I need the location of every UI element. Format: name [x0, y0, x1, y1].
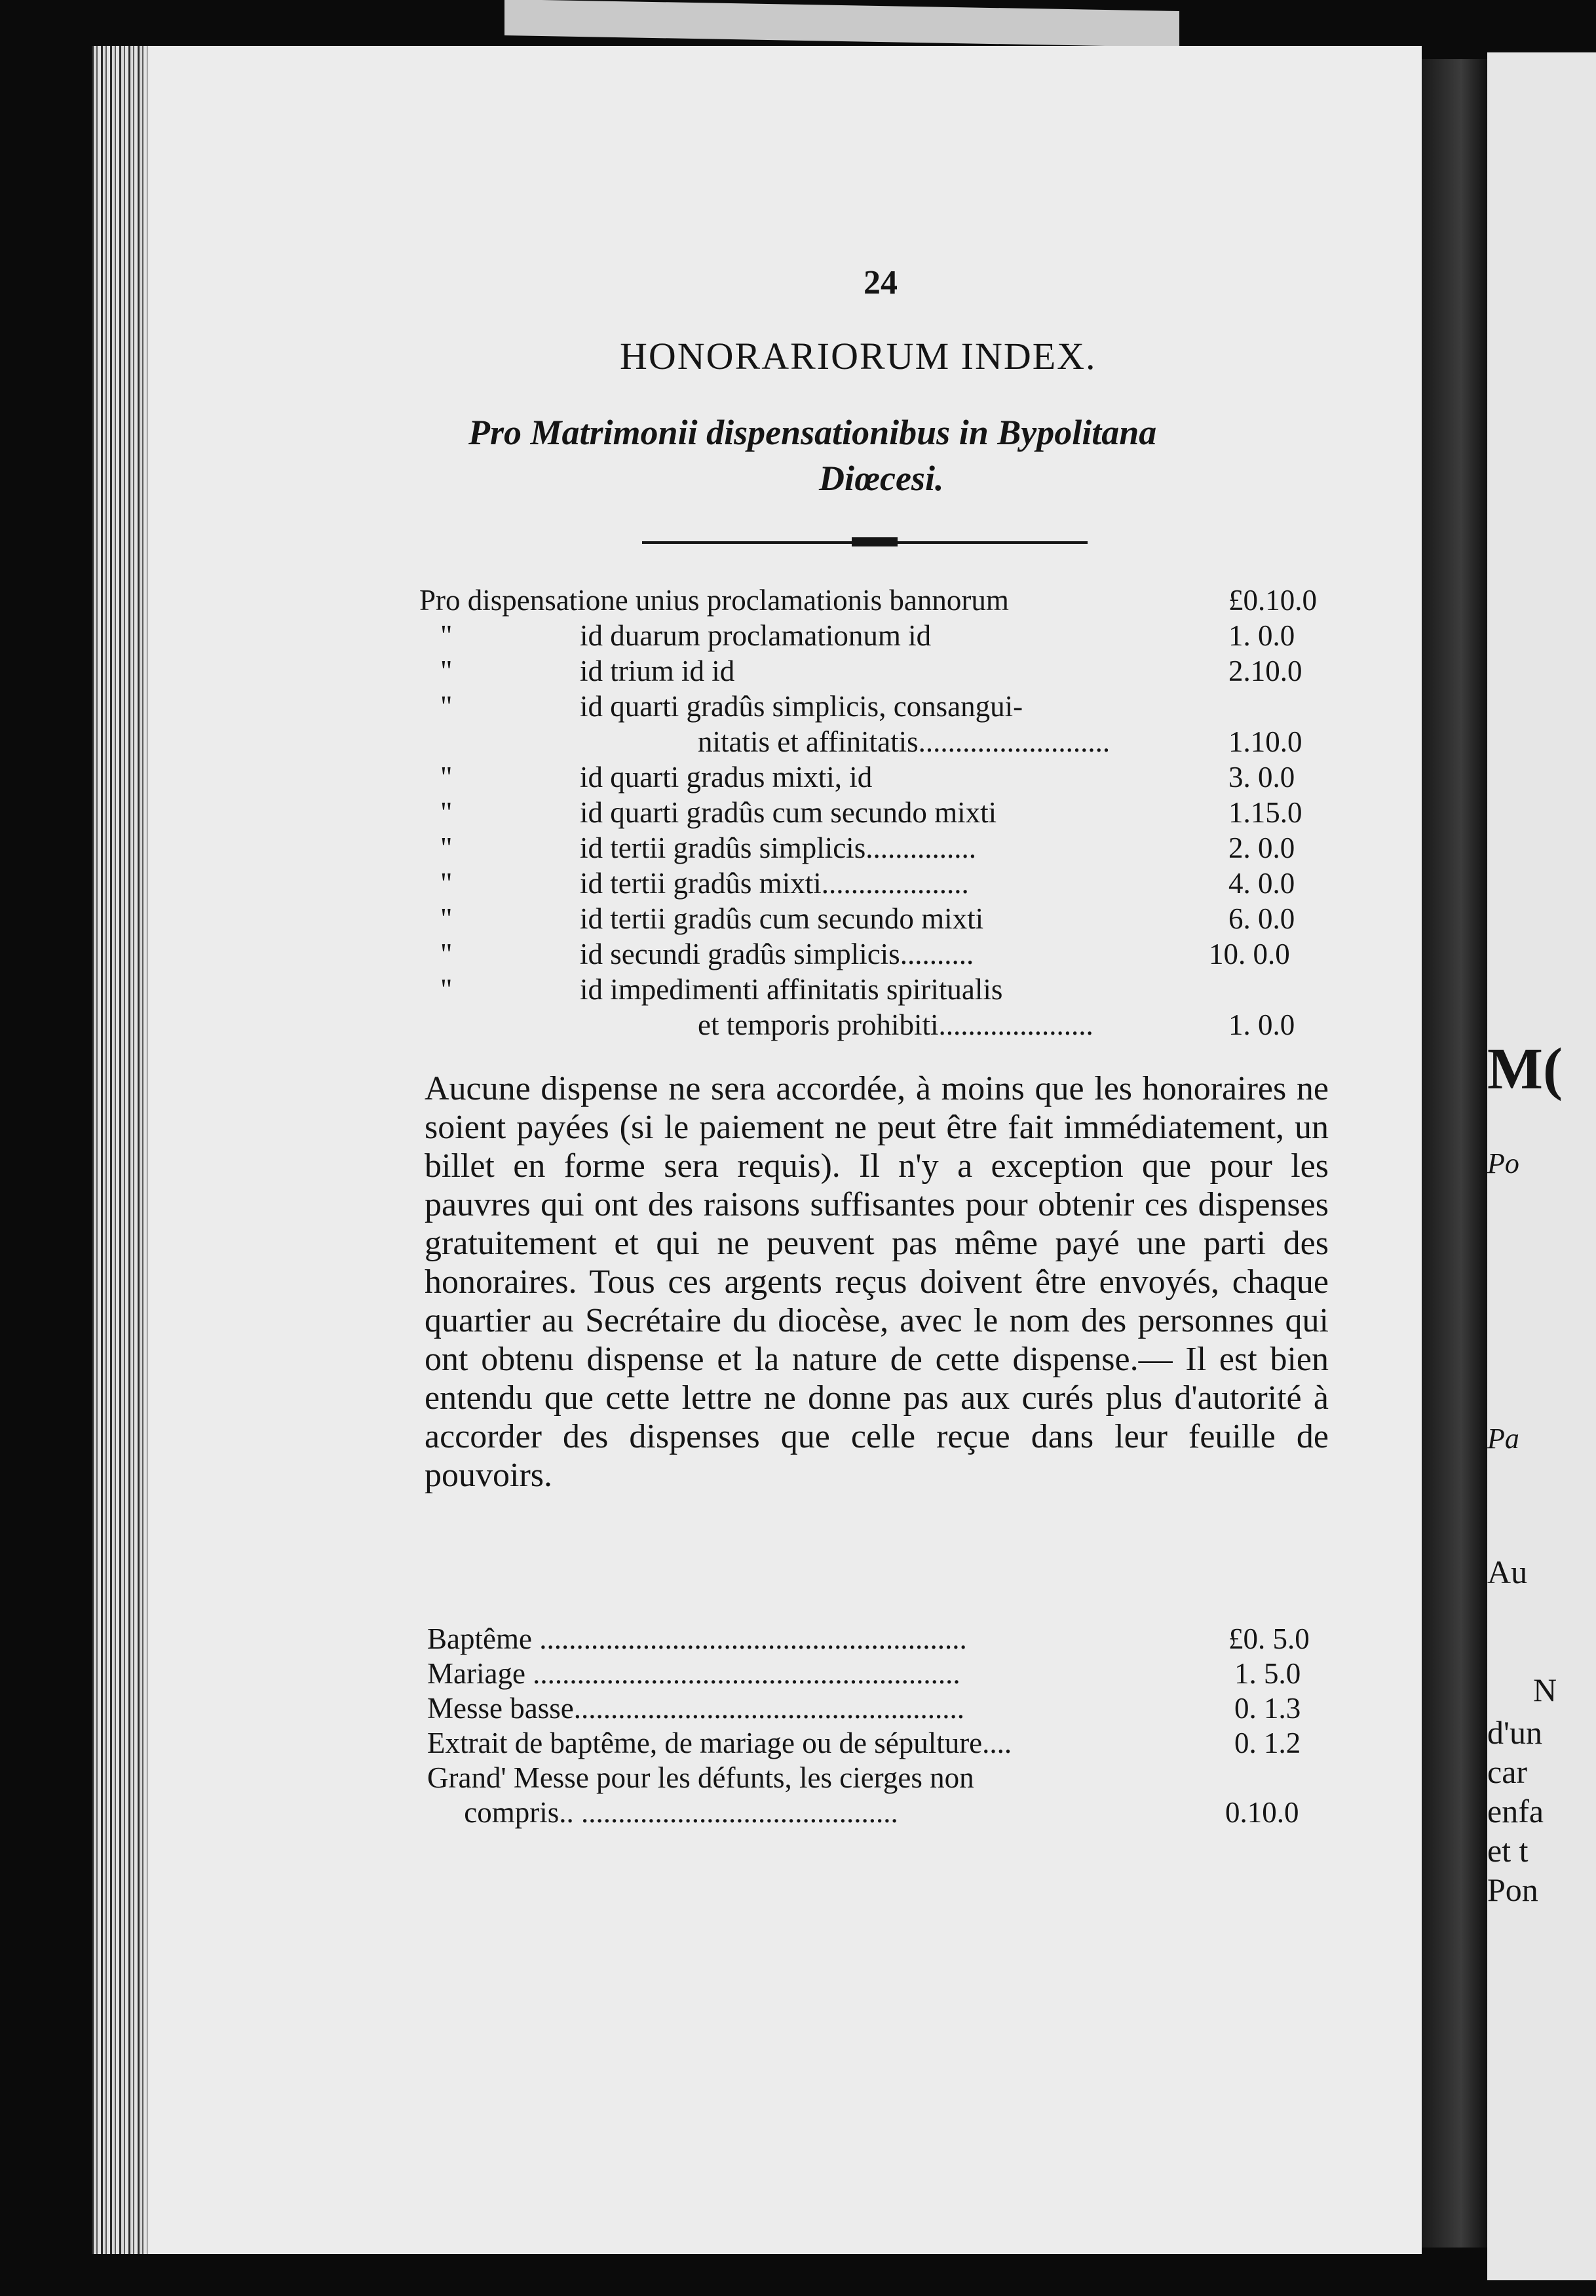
tariff-amount: £0. 5.0: [1228, 1622, 1310, 1655]
tariff-row: [427, 1795, 1299, 1829]
fee-amount: 4. 0.0: [1228, 867, 1295, 900]
divider-ornament: [852, 537, 898, 546]
fee-row: [580, 760, 1295, 794]
subtitle-line: Diœcesi.: [819, 459, 944, 498]
tariff-row: [427, 1726, 1301, 1760]
fee-amount: 2.10.0: [1228, 655, 1302, 687]
page-title: HONORARIORUM INDEX.: [620, 335, 1097, 377]
fee-description: id impedimenti affinitatis spiritualis: [580, 973, 1003, 1006]
fee-amount: 3. 0.0: [1228, 761, 1295, 794]
fee-amount: 6. 0.0: [1228, 902, 1295, 935]
fee-amount: 2. 0.0: [1228, 832, 1295, 864]
fee-amount: 1. 0.0: [1228, 1008, 1295, 1041]
ditto-mark: ": [440, 796, 453, 829]
tariff-label: Messe basse.....................................................: [427, 1692, 964, 1725]
facing-fragment: M(: [1487, 1037, 1563, 1101]
fee-description: id secundi gradûs simplicis..........: [580, 938, 974, 970]
facing-fragment: d'un: [1487, 1714, 1543, 1751]
page-number: 24: [864, 264, 898, 301]
tariff-amount: 1. 5.0: [1234, 1657, 1301, 1690]
fee-row: [698, 725, 1302, 759]
facing-fragment: car: [1487, 1753, 1528, 1790]
fee-description: id tertii gradûs simplicis...............: [580, 832, 976, 864]
tariff-label: Extrait de baptême, de mariage ou de sépulture....: [427, 1727, 1012, 1759]
fee-description: id trium id id: [580, 655, 735, 687]
fee-description: id quarti gradûs simplicis, consangui-: [580, 690, 1023, 723]
fee-row: [580, 689, 1023, 723]
ditto-mark: ": [440, 655, 453, 687]
fee-amount: 1.15.0: [1228, 796, 1302, 829]
tariff-row: [427, 1761, 974, 1795]
facing-page: [1487, 52, 1596, 2280]
fee-description: id tertii gradûs mixti....................: [580, 867, 969, 900]
fee-amount: 10. 0.0: [1209, 938, 1290, 970]
facing-fragment: enfa: [1487, 1793, 1544, 1829]
ditto-mark: ": [440, 832, 453, 864]
fee-description: id quarti gradûs cum secundo mixti: [580, 796, 997, 829]
tariff-amount: 0.10.0: [1225, 1796, 1299, 1829]
fee-description: et temporis prohibiti.....................: [698, 1008, 1093, 1041]
fee-description: id quarti gradus mixti, id: [580, 761, 873, 794]
page-edge-strip: [504, 0, 1179, 47]
tariff-label: compris.. ...........................................: [427, 1796, 898, 1829]
fee-row: [580, 619, 1295, 653]
fee-amount: £0.10.0: [1228, 584, 1317, 617]
fee-description: id tertii gradûs cum secundo mixti: [580, 902, 984, 935]
fee-description: id duarum proclamationum id: [580, 619, 932, 652]
fee-row: [580, 972, 1002, 1006]
fee-row: [580, 654, 1302, 688]
tariff-row: [427, 1656, 1301, 1691]
fee-amount: 1. 0.0: [1228, 619, 1295, 652]
fee-description: nitatis et affinitatis..........................: [698, 725, 1111, 758]
tariff-row: [427, 1622, 1310, 1656]
ditto-mark: ": [440, 938, 453, 970]
facing-fragment: N: [1533, 1672, 1557, 1708]
facing-fragment: Au: [1487, 1554, 1528, 1590]
ditto-mark: ": [440, 690, 453, 723]
ditto-mark: ": [440, 619, 453, 652]
facing-fragment: et t: [1487, 1832, 1529, 1869]
page-stack-edges: [92, 46, 147, 2254]
ditto-mark: ": [440, 902, 453, 935]
tariff-label: Mariage ..........................................................: [427, 1657, 960, 1690]
tariff-label: Baptême ..........................................................: [427, 1622, 967, 1655]
fee-row: [698, 1008, 1295, 1042]
page-subtitle: [468, 410, 1366, 501]
ditto-mark: ": [440, 761, 453, 794]
tariff-amount: 0. 1.2: [1234, 1727, 1301, 1759]
ditto-mark: ": [440, 867, 453, 900]
tariff-label: Grand' Messe pour les défunts, les cierges non: [427, 1761, 974, 1794]
fee-row: [580, 937, 1290, 971]
fee-row: [580, 902, 1295, 936]
fee-description: Pro dispensatione unius proclamationis bannorum: [419, 584, 1009, 617]
facing-fragment: Pon: [1487, 1871, 1538, 1908]
fee-row: [580, 866, 1295, 900]
fee-row: [580, 795, 1302, 830]
tariff-row: [427, 1691, 1301, 1725]
subtitle-line: Pro Matrimonii dispensationibus in Bypolitana: [468, 413, 1157, 452]
tariff-amount: 0. 1.3: [1234, 1692, 1301, 1725]
payment-notice-paragraph: Aucune dispense ne sera accordée, à moins que les honoraires ne soient payées (si le paiement ne peut être fait immédiatement, un billet en forme sera requis). Il n'y a exception que pour les pauvres qui ont des raisons suffisantes pour obtenir ces dispenses gratuitement et qui ne peuvent pas même payé une parti des honoraires. Tous ces argents reçus doivent être envoyés, chaque quartier au Secrétaire du diocèse, avec le nom des personnes qui ont obtenu dispense et la nature de cette dispense.— Il est bien entendu que cette lettre ne donne pas aux curés plus d'autorité à accorder des dispenses que celle reçue dans leur feuille de pouvoirs.: [425, 1070, 1329, 1494]
book-spine: [1422, 59, 1487, 2248]
fee-row: [580, 831, 1295, 865]
fee-amount: 1.10.0: [1228, 725, 1302, 758]
facing-fragment: Po: [1487, 1147, 1519, 1179]
facing-fragment: Pa: [1487, 1423, 1519, 1455]
ditto-mark: ": [440, 973, 453, 1006]
fee-row: [419, 583, 1317, 617]
